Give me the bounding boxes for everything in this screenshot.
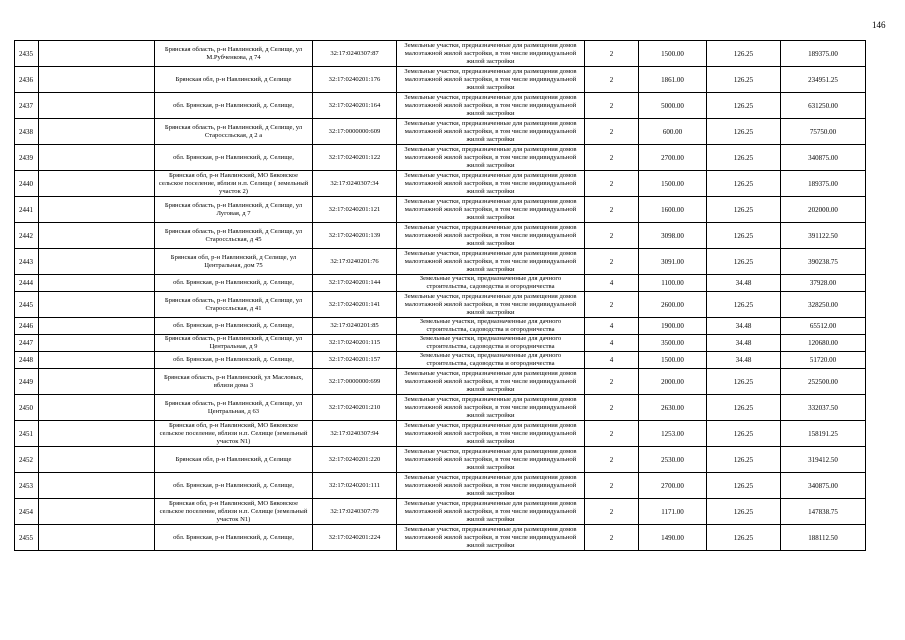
area-cell: 2630.00 <box>639 395 707 421</box>
cadastral-value-cell: 340875.00 <box>781 145 866 171</box>
group-cell: 2 <box>585 93 639 119</box>
group-cell: 2 <box>585 197 639 223</box>
blank-cell <box>39 197 155 223</box>
rate-cell: 34.48 <box>707 275 781 292</box>
land-use-cell: Земельные участки, предназначенные для размещения домов малоэтажной жилой застройки, в том числе индивидуальной жилой застройки <box>397 473 585 499</box>
land-use-cell: Земельные участки, предназначенные для размещения домов малоэтажной жилой застройки, в том числе индивидуальной жилой застройки <box>397 292 585 318</box>
cadastral-number-cell: 32:17:0240201:220 <box>313 447 397 473</box>
table-row <box>15 41 866 67</box>
table-row <box>15 499 866 525</box>
land-valuation-table <box>14 40 866 551</box>
group-cell: 2 <box>585 369 639 395</box>
table-row <box>15 473 866 499</box>
row-number: 2449 <box>15 369 39 395</box>
blank-cell <box>39 67 155 93</box>
cadastral-number-cell: 32:17:0240201:76 <box>313 249 397 275</box>
area-cell: 2700.00 <box>639 473 707 499</box>
rate-cell: 34.48 <box>707 352 781 369</box>
cadastral-value-cell: 631250.00 <box>781 93 866 119</box>
group-cell: 2 <box>585 473 639 499</box>
address-cell: Брянская область, р-н Навлинский, д Селище, ул Староссльская, д 41 <box>155 292 313 318</box>
land-use-cell: Земельные участки, предназначенные для размещения домов малоэтажной жилой застройки, в том числе индивидуальной жилой застройки <box>397 171 585 197</box>
address-cell: Брянская область, р-н Навлинский, д Селище, ул Староссльская, д 45 <box>155 223 313 249</box>
area-cell: 1490.00 <box>639 525 707 551</box>
cadastral-value-cell: 252500.00 <box>781 369 866 395</box>
row-number: 2442 <box>15 223 39 249</box>
area-cell: 1253.00 <box>639 421 707 447</box>
page-number: 146 <box>872 20 886 30</box>
cadastral-number-cell: 32:17:0240201:111 <box>313 473 397 499</box>
address-cell: обл. Брянская, р-н Навлинский, д. Селище, <box>155 145 313 171</box>
cadastral-number-cell: 32:17:0000000:609 <box>313 119 397 145</box>
land-use-cell: Земельные участки, предназначенные для размещения домов малоэтажной жилой застройки, в том числе индивидуальной жилой застройки <box>397 145 585 171</box>
land-use-cell: Земельные участки, предназначенные для размещения домов малоэтажной жилой застройки, в том числе индивидуальной жилой застройки <box>397 447 585 473</box>
rate-cell: 126.25 <box>707 525 781 551</box>
group-cell: 4 <box>585 352 639 369</box>
table-row <box>15 525 866 551</box>
land-use-cell: Земельные участки, предназначенные для размещения домов малоэтажной жилой застройки, в том числе индивидуальной жилой застройки <box>397 119 585 145</box>
cadastral-number-cell: 32:17:0240307:87 <box>313 41 397 67</box>
table-row <box>15 352 866 369</box>
rate-cell: 126.25 <box>707 249 781 275</box>
row-number: 2438 <box>15 119 39 145</box>
cadastral-value-cell: 158191.25 <box>781 421 866 447</box>
area-cell: 5000.00 <box>639 93 707 119</box>
cadastral-number-cell: 32:17:0240201:224 <box>313 525 397 551</box>
land-use-cell: Земельные участки, предназначенные для размещения домов малоэтажной жилой застройки, в том числе индивидуальной жилой застройки <box>397 249 585 275</box>
rate-cell: 126.25 <box>707 223 781 249</box>
table-row <box>15 67 866 93</box>
group-cell: 2 <box>585 145 639 171</box>
area-cell: 1500.00 <box>639 171 707 197</box>
table-row <box>15 249 866 275</box>
blank-cell <box>39 318 155 335</box>
blank-cell <box>39 119 155 145</box>
area-cell: 1100.00 <box>639 275 707 292</box>
cadastral-value-cell: 147838.75 <box>781 499 866 525</box>
blank-cell <box>39 421 155 447</box>
area-cell: 1500.00 <box>639 41 707 67</box>
table-row <box>15 275 866 292</box>
address-cell: Брянская обл, р-н Навлинский, МО Бяковское сельское поселение, вблизи н.п. Селище (земельный участок N1) <box>155 499 313 525</box>
land-use-cell: Земельные участки, предназначенные для размещения домов малоэтажной жилой застройки, в том числе индивидуальной жилой застройки <box>397 197 585 223</box>
rate-cell: 126.25 <box>707 67 781 93</box>
rate-cell: 126.25 <box>707 41 781 67</box>
rate-cell: 126.25 <box>707 171 781 197</box>
rate-cell: 126.25 <box>707 369 781 395</box>
cadastral-number-cell: 32:17:0240307:34 <box>313 171 397 197</box>
cadastral-number-cell: 32:17:0240201:139 <box>313 223 397 249</box>
group-cell: 2 <box>585 447 639 473</box>
land-use-cell: Земельные участки, предназначенные для размещения домов малоэтажной жилой застройки, в том числе индивидуальной жилой застройки <box>397 67 585 93</box>
row-number: 2454 <box>15 499 39 525</box>
area-cell: 600.00 <box>639 119 707 145</box>
area-cell: 2700.00 <box>639 145 707 171</box>
row-number: 2443 <box>15 249 39 275</box>
row-number: 2455 <box>15 525 39 551</box>
row-number: 2452 <box>15 447 39 473</box>
address-cell: Брянская область, р-н Навлинский, д Селище, ул Луговая, д 7 <box>155 197 313 223</box>
table-row <box>15 318 866 335</box>
cadastral-value-cell: 391122.50 <box>781 223 866 249</box>
cadastral-value-cell: 202000.00 <box>781 197 866 223</box>
area-cell: 3098.00 <box>639 223 707 249</box>
cadastral-number-cell: 32:17:0240201:85 <box>313 318 397 335</box>
table-row <box>15 197 866 223</box>
row-number: 2440 <box>15 171 39 197</box>
address-cell: Брянская обл, р-н Навлинский, д Селище <box>155 67 313 93</box>
area-cell: 1600.00 <box>639 197 707 223</box>
cadastral-number-cell: 32:17:0240201:176 <box>313 67 397 93</box>
blank-cell <box>39 335 155 352</box>
address-cell: Брянская область, р-н Навлинский, д Селище, ул Центральная, д 63 <box>155 395 313 421</box>
rate-cell: 126.25 <box>707 145 781 171</box>
group-cell: 4 <box>585 335 639 352</box>
cadastral-number-cell: 32:17:0240307:79 <box>313 499 397 525</box>
address-cell: обл. Брянская, р-н Навлинский, д. Селище, <box>155 473 313 499</box>
cadastral-value-cell: 75750.00 <box>781 119 866 145</box>
address-cell: обл. Брянская, р-н Навлинский, д. Селище, <box>155 352 313 369</box>
land-use-cell: Земельные участки, предназначенные для размещения домов малоэтажной жилой застройки, в том числе индивидуальной жилой застройки <box>397 41 585 67</box>
rate-cell: 126.25 <box>707 93 781 119</box>
row-number: 2435 <box>15 41 39 67</box>
cadastral-value-cell: 319412.50 <box>781 447 866 473</box>
land-use-cell: Земельные участки, предназначенные для размещения домов малоэтажной жилой застройки, в том числе индивидуальной жилой застройки <box>397 525 585 551</box>
address-cell: обл. Брянская, р-н Навлинский, д. Селище, <box>155 318 313 335</box>
address-cell: Брянская область, р-н Навлинский, д Селище, ул Староссльская, д 2 а <box>155 119 313 145</box>
land-use-cell: Земельные участки, предназначенные для размещения домов малоэтажной жилой застройки, в том числе индивидуальной жилой застройки <box>397 93 585 119</box>
group-cell: 2 <box>585 67 639 93</box>
table-row <box>15 171 866 197</box>
cadastral-value-cell: 51720.00 <box>781 352 866 369</box>
group-cell: 2 <box>585 395 639 421</box>
blank-cell <box>39 473 155 499</box>
area-cell: 1500.00 <box>639 352 707 369</box>
rate-cell: 126.25 <box>707 395 781 421</box>
table-row <box>15 421 866 447</box>
area-cell: 2530.00 <box>639 447 707 473</box>
row-number: 2445 <box>15 292 39 318</box>
area-cell: 1861.00 <box>639 67 707 93</box>
table-row <box>15 119 866 145</box>
cadastral-number-cell: 32:17:0240201:121 <box>313 197 397 223</box>
row-number: 2437 <box>15 93 39 119</box>
rate-cell: 126.25 <box>707 499 781 525</box>
blank-cell <box>39 41 155 67</box>
land-use-cell: Земельные участки, предназначенные для размещения домов малоэтажной жилой застройки, в том числе индивидуальной жилой застройки <box>397 223 585 249</box>
area-cell: 3500.00 <box>639 335 707 352</box>
cadastral-value-cell: 188112.50 <box>781 525 866 551</box>
blank-cell <box>39 249 155 275</box>
address-cell: Брянская обл, р-н Навлинский, д Селище <box>155 447 313 473</box>
area-cell: 2000.00 <box>639 369 707 395</box>
group-cell: 2 <box>585 525 639 551</box>
blank-cell <box>39 93 155 119</box>
table-row <box>15 93 866 119</box>
address-cell: Брянская область, р-н Навлинский, д Селище, ул М.Рубченкова, д 74 <box>155 41 313 67</box>
table-row <box>15 335 866 352</box>
blank-cell <box>39 352 155 369</box>
table-row <box>15 395 866 421</box>
blank-cell <box>39 447 155 473</box>
cadastral-value-cell: 390238.75 <box>781 249 866 275</box>
land-use-cell: Земельные участки, предназначенные для дачного строительства, садоводства и огородничества <box>397 335 585 352</box>
group-cell: 2 <box>585 421 639 447</box>
land-use-cell: Земельные участки, предназначенные для дачного строительства, садоводства и огородничества <box>397 318 585 335</box>
area-cell: 1171.00 <box>639 499 707 525</box>
row-number: 2446 <box>15 318 39 335</box>
row-number: 2444 <box>15 275 39 292</box>
rate-cell: 126.25 <box>707 119 781 145</box>
table-row <box>15 369 866 395</box>
cadastral-value-cell: 120680.00 <box>781 335 866 352</box>
row-number: 2436 <box>15 67 39 93</box>
address-cell: обл. Брянская, р-н Навлинский, д. Селище, <box>155 275 313 292</box>
cadastral-number-cell: 32:17:0240307:94 <box>313 421 397 447</box>
land-use-cell: Земельные участки, предназначенные для дачного строительства, садоводства и огородничества <box>397 352 585 369</box>
address-cell: Брянская обл, р-н Навлинский, МО Бяковское сельское поселение, вблизи н.п. Селище (земельный участок N1) <box>155 421 313 447</box>
blank-cell <box>39 171 155 197</box>
land-use-cell: Земельные участки, предназначенные для размещения домов малоэтажной жилой застройки, в том числе индивидуальной жилой застройки <box>397 499 585 525</box>
group-cell: 4 <box>585 318 639 335</box>
group-cell: 2 <box>585 223 639 249</box>
rate-cell: 34.48 <box>707 318 781 335</box>
cadastral-number-cell: 32:17:0240201:157 <box>313 352 397 369</box>
cadastral-number-cell: 32:17:0240201:164 <box>313 93 397 119</box>
row-number: 2448 <box>15 352 39 369</box>
land-use-cell: Земельные участки, предназначенные для размещения домов малоэтажной жилой застройки, в том числе индивидуальной жилой застройки <box>397 369 585 395</box>
blank-cell <box>39 525 155 551</box>
area-cell: 3091.00 <box>639 249 707 275</box>
cadastral-number-cell: 32:17:0240201:115 <box>313 335 397 352</box>
cadastral-value-cell: 65512.00 <box>781 318 866 335</box>
rate-cell: 126.25 <box>707 421 781 447</box>
cadastral-value-cell: 189375.00 <box>781 41 866 67</box>
rate-cell: 126.25 <box>707 447 781 473</box>
address-cell: обл. Брянская, р-н Навлинский, д. Селище, <box>155 525 313 551</box>
blank-cell <box>39 499 155 525</box>
blank-cell <box>39 369 155 395</box>
group-cell: 2 <box>585 119 639 145</box>
cadastral-value-cell: 328250.00 <box>781 292 866 318</box>
table-row <box>15 145 866 171</box>
rate-cell: 126.25 <box>707 197 781 223</box>
group-cell: 2 <box>585 499 639 525</box>
cadastral-number-cell: 32:17:0240201:210 <box>313 395 397 421</box>
cadastral-number-cell: 32:17:0240201:141 <box>313 292 397 318</box>
cadastral-value-cell: 234951.25 <box>781 67 866 93</box>
address-cell: Брянская область, р-н Навлинский, д Селище, ул Центральная, д 9 <box>155 335 313 352</box>
cadastral-value-cell: 332037.50 <box>781 395 866 421</box>
row-number: 2453 <box>15 473 39 499</box>
group-cell: 2 <box>585 41 639 67</box>
cadastral-value-cell: 37928.00 <box>781 275 866 292</box>
cadastral-value-cell: 340875.00 <box>781 473 866 499</box>
cadastral-number-cell: 32:17:0000000:699 <box>313 369 397 395</box>
row-number: 2447 <box>15 335 39 352</box>
rate-cell: 126.25 <box>707 292 781 318</box>
group-cell: 2 <box>585 292 639 318</box>
area-cell: 1900.00 <box>639 318 707 335</box>
blank-cell <box>39 395 155 421</box>
land-use-cell: Земельные участки, предназначенные для размещения домов малоэтажной жилой застройки, в том числе индивидуальной жилой застройки <box>397 421 585 447</box>
table-row <box>15 447 866 473</box>
address-cell: Брянская обл, р-н Навлинский, МО Бяковское сельское поселение, вблизи н.п. Селище ( земельный участок 2) <box>155 171 313 197</box>
group-cell: 2 <box>585 249 639 275</box>
land-use-cell: Земельные участки, предназначенные для размещения домов малоэтажной жилой застройки, в том числе индивидуальной жилой застройки <box>397 395 585 421</box>
address-cell: обл. Брянская, р-н Навлинский, д. Селище, <box>155 93 313 119</box>
table-row <box>15 292 866 318</box>
cadastral-number-cell: 32:17:0240201:122 <box>313 145 397 171</box>
blank-cell <box>39 223 155 249</box>
address-cell: Брянская обл, р-н Навлинский, д Селище, ул Центральная, дом 75 <box>155 249 313 275</box>
blank-cell <box>39 275 155 292</box>
row-number: 2441 <box>15 197 39 223</box>
cadastral-number-cell: 32:17:0240201:144 <box>313 275 397 292</box>
cadastral-value-cell: 189375.00 <box>781 171 866 197</box>
blank-cell <box>39 145 155 171</box>
row-number: 2439 <box>15 145 39 171</box>
rate-cell: 126.25 <box>707 473 781 499</box>
blank-cell <box>39 292 155 318</box>
group-cell: 2 <box>585 171 639 197</box>
row-number: 2451 <box>15 421 39 447</box>
table-row <box>15 223 866 249</box>
row-number: 2450 <box>15 395 39 421</box>
group-cell: 4 <box>585 275 639 292</box>
rate-cell: 34.48 <box>707 335 781 352</box>
area-cell: 2600.00 <box>639 292 707 318</box>
land-use-cell: Земельные участки, предназначенные для дачного строительства, садоводства и огородничества <box>397 275 585 292</box>
address-cell: Брянская область, р-н Навлинский, ул Масловых, вблизи дома 3 <box>155 369 313 395</box>
